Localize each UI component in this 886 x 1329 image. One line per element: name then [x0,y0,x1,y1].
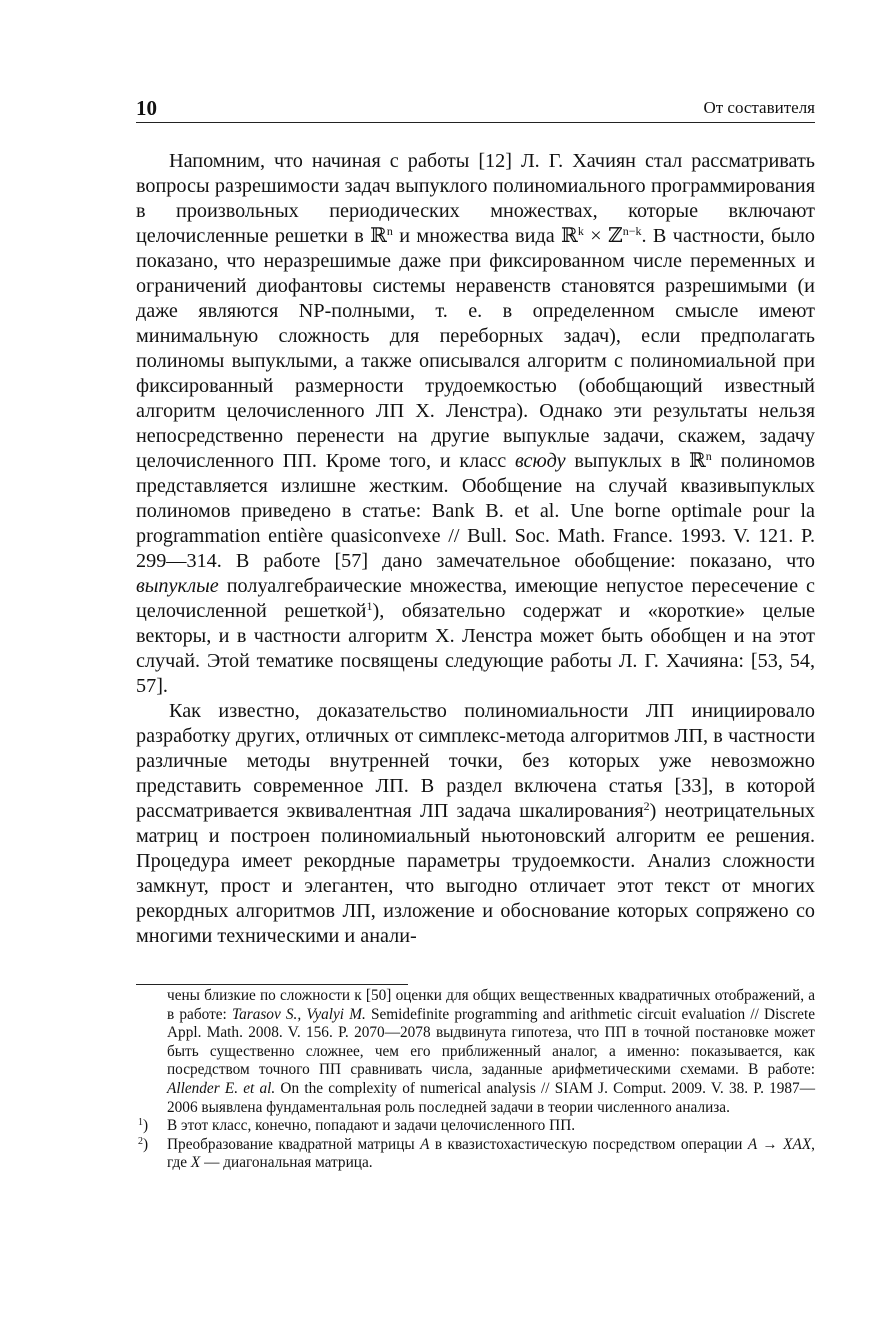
running-head: От составителя [703,98,815,117]
footnote-ref-2[interactable]: 2 [643,799,650,813]
page-number: 10 [136,96,157,120]
footnote-separator [136,984,408,985]
footnote-continuation: чены близкие по сложности к [50] оценки для общих вещественных квадратичных отображений, а в работе: Tarasov S., Vyalyi M. Semidefinite programming and arithmetic circuit evaluation // Discrete Appl. Math. 2008. V. 156. P. 2070—2078 выдвинута гипотеза, что ПП в точной постановке может быть существенно сложнее, чем его приближенный аналог, а именно: показывается, как посредством точного ПП сравнивать числа, заданные арифметическими схемами. В работе: Allender E. et al. On the complexity of numerical analysis // SIAM J. Comput. 2009. V. 38. P. 1987—2006 выявлена фундаментальная роль последней задачи в теории численного анализа. [167,987,815,1116]
footnote-2-mark: $^2$) [138,1135,149,1153]
footnote-1: $^1$) В этот класс, конечно, попадают и задачи целочисленного ПП. [138,1117,576,1135]
footnote-1-mark: $^1$) [138,1117,149,1135]
footnote-2: $^2$) Преобразование квадратной матрицы A в квазистохастическую посредством операции A → XAX, где X — диагональная матрица. [138,1135,815,1172]
paragraph-1: Напомним, что начиная с работы [12] Л. Г. Хачиян стал рассматривать вопросы разрешимости задач выпуклого полиномиального программирования в произвольных периодических множествах, которые включают целочисленные решетки в ℝ$^n$ и множества вида ℝ$^k$ × ℤ$^{n-k}$. В частности, было показано, что неразрешимые даже при фиксированном числе переменных и ограничений диофантовы системы неравенств становятся разрешимыми (и даже являются NP-полными, т. е. в определенном смысле имеют минимальную сложность для переборных задач), если предполагать полиномы выпуклыми, а также описывался алгоритм с полиномиальной при фиксированный размерности трудоемкостью (обобщающий известный алгоритм целочисленного ЛП Х. Ленстра). Однако эти результаты нельзя непосредственно перенести на другие выпуклые задачи, скажем, задачу целочисленного ПП. Кроме того, и класс всюду выпуклых в ℝ$^n$ полиномов представляется излишне жестким. Обобщение на случай квазивыпуклых полиномов приведено в статье: Bank B. et al. Une borne optimale pour la programmation entière quasiconvexe // Bull. Soc. Math. France. 1993. V. 121. P. 299—314. В работе [57] дано замечательное обобщение: показано, что выпуклые полуалгебраические множества, имеющие непустое пересечение с целочисленной решеткой$^1$), обязательно содержат и «короткие» целые векторы, и в частности алгоритм Х. Ленстра может быть обобщен и на этот случай. Этой тематике посвящены следующие работы Л. Г. Хачияна: [53, 54, 57]. [136,150,816,697]
footnotes [136,987,815,1173]
page-header [136,96,815,123]
footnote-ref-1[interactable]: 1 [366,599,373,613]
paragraph-2: Как известно, доказательство полиномиальности ЛП инициировало разработку других, отличных от симплекс-метода алгоритмов ЛП, в частности различные методы внутренней точки, без которых уже невозможно представить современное ЛП. В раздел включена статья [33], в которой рассматривается эквивалентная ЛП задача шкалирования$^2$) неотрицательных матриц и построен полиномиальный ньютоновский алгоритм ее решения. Процедура имеет рекордные параметры трудоемкости. Анализ сложности замкнут, прост и элегантен, что выгодно отличает этот текст от многих рекордных алгоритмов ЛП, изложение и обоснование которых сопряжено со многими техническими и анали- [136,700,815,947]
main-text [136,149,815,949]
